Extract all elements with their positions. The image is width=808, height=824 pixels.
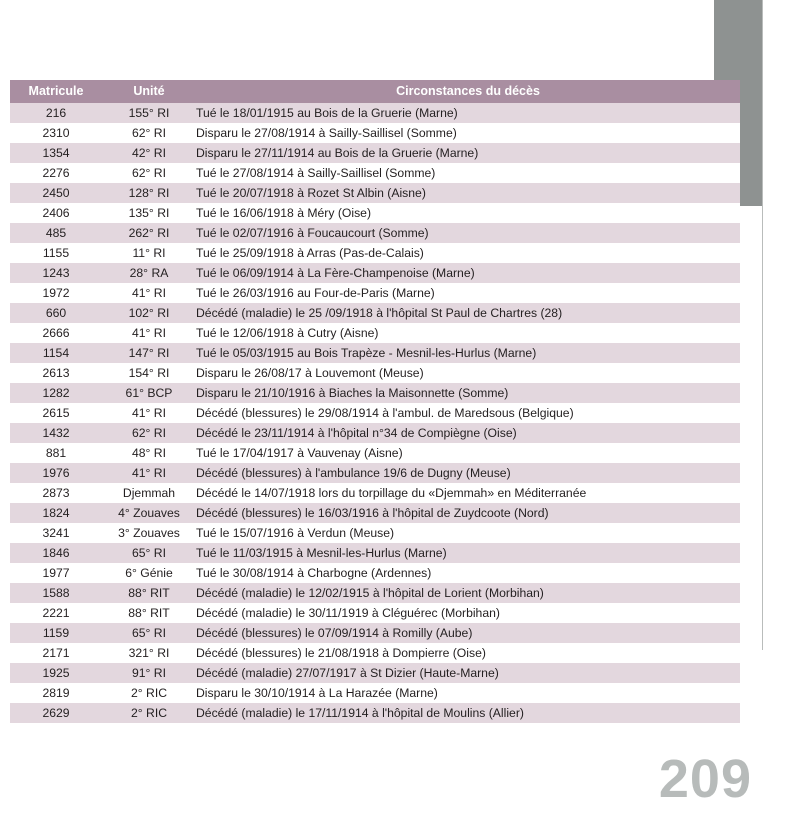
cell-unite: 262° RI <box>102 223 196 243</box>
cell-matricule: 2310 <box>10 123 102 143</box>
cell-circonstances: Disparu le 26/08/17 à Louvemont (Meuse) <box>196 363 740 383</box>
cell-unite: 42° RI <box>102 143 196 163</box>
table-row <box>10 463 740 483</box>
cell-unite: 41° RI <box>102 403 196 423</box>
table-row <box>10 123 740 143</box>
cell-matricule: 485 <box>10 223 102 243</box>
table-row <box>10 563 740 583</box>
table-row <box>10 203 740 223</box>
cell-circonstances: Décédé (blessures) le 07/09/1914 à Romilly (Aube) <box>196 623 740 643</box>
table-row <box>10 323 740 343</box>
cell-unite: 4° Zouaves <box>102 503 196 523</box>
table-row <box>10 703 740 723</box>
cell-circonstances: Tué le 26/03/1916 au Four-de-Paris (Marne) <box>196 283 740 303</box>
cell-unite: 154° RI <box>102 363 196 383</box>
cell-unite: 41° RI <box>102 323 196 343</box>
cell-matricule: 1159 <box>10 623 102 643</box>
cell-unite: 65° RI <box>102 543 196 563</box>
table-row <box>10 263 740 283</box>
cell-circonstances: Décédé (blessures) à l'ambulance 19/6 de Dugny (Meuse) <box>196 463 740 483</box>
cell-matricule: 1243 <box>10 263 102 283</box>
cell-matricule: 1432 <box>10 423 102 443</box>
cell-matricule: 2615 <box>10 403 102 423</box>
cell-circonstances: Décédé (maladie) le 17/11/1914 à l'hôpital de Moulins (Allier) <box>196 703 740 723</box>
cell-unite: 41° RI <box>102 283 196 303</box>
cell-unite: 321° RI <box>102 643 196 663</box>
cell-matricule: 1972 <box>10 283 102 303</box>
table-row <box>10 243 740 263</box>
cell-circonstances: Disparu le 27/11/1914 au Bois de la Gruerie (Marne) <box>196 143 740 163</box>
cell-circonstances: Tué le 11/03/1915 à Mesnil-les-Hurlus (Marne) <box>196 543 740 563</box>
cell-unite: 28° RA <box>102 263 196 283</box>
cell-circonstances: Disparu le 27/08/1914 à Sailly-Saillisel (Somme) <box>196 123 740 143</box>
table-row <box>10 663 740 683</box>
cell-circonstances: Tué le 20/07/1918 à Rozet St Albin (Aisne) <box>196 183 740 203</box>
cell-circonstances: Disparu le 21/10/1916 à Biaches la Maisonnette (Somme) <box>196 383 740 403</box>
cell-unite: 88° RIT <box>102 583 196 603</box>
table-row <box>10 683 740 703</box>
table-row <box>10 143 740 163</box>
cell-unite: 128° RI <box>102 183 196 203</box>
cell-circonstances: Décédé (blessures) le 29/08/1914 à l'ambul. de Maredsous (Belgique) <box>196 403 740 423</box>
cell-unite: 3° Zouaves <box>102 523 196 543</box>
table-row <box>10 363 740 383</box>
table-row <box>10 283 740 303</box>
cell-matricule: 1925 <box>10 663 102 683</box>
table-row <box>10 403 740 423</box>
cell-circonstances: Tué le 30/08/1914 à Charbogne (Ardennes) <box>196 563 740 583</box>
cell-matricule: 2613 <box>10 363 102 383</box>
cell-matricule: 216 <box>10 103 102 123</box>
cell-unite: 41° RI <box>102 463 196 483</box>
table-row <box>10 343 740 363</box>
cell-matricule: 2819 <box>10 683 102 703</box>
table-body <box>10 103 740 723</box>
table-row <box>10 543 740 563</box>
column-header-matricule: Matricule <box>10 80 102 103</box>
table-row <box>10 303 740 323</box>
cell-circonstances: Tué le 12/06/1918 à Cutry (Aisne) <box>196 323 740 343</box>
cell-matricule: 1155 <box>10 243 102 263</box>
cell-circonstances: Tué le 27/08/1914 à Sailly-Saillisel (Somme) <box>196 163 740 183</box>
table-row <box>10 423 740 443</box>
cell-unite: 6° Génie <box>102 563 196 583</box>
cell-matricule: 2629 <box>10 703 102 723</box>
cell-matricule: 660 <box>10 303 102 323</box>
cell-matricule: 2406 <box>10 203 102 223</box>
table-row <box>10 103 740 123</box>
cell-matricule: 2171 <box>10 643 102 663</box>
cell-unite: 61° BCP <box>102 383 196 403</box>
cell-circonstances: Tué le 25/09/1918 à Arras (Pas-de-Calais) <box>196 243 740 263</box>
table-row <box>10 583 740 603</box>
table-row <box>10 443 740 463</box>
cell-matricule: 1976 <box>10 463 102 483</box>
cell-circonstances: Disparu le 30/10/1914 à La Harazée (Marne) <box>196 683 740 703</box>
cell-unite: 2° RIC <box>102 683 196 703</box>
cell-circonstances: Décédé (maladie) 27/07/1917 à St Dizier (Haute-Marne) <box>196 663 740 683</box>
table-row <box>10 503 740 523</box>
cell-unite: 102° RI <box>102 303 196 323</box>
cell-matricule: 2276 <box>10 163 102 183</box>
cell-unite: 48° RI <box>102 443 196 463</box>
table-row <box>10 183 740 203</box>
records-table-container <box>10 80 740 723</box>
cell-unite: 62° RI <box>102 163 196 183</box>
table-row <box>10 163 740 183</box>
cell-circonstances: Tué le 17/04/1917 à Vauvenay (Aisne) <box>196 443 740 463</box>
cell-matricule: 2221 <box>10 603 102 623</box>
cell-matricule: 3241 <box>10 523 102 543</box>
table-row <box>10 223 740 243</box>
cell-matricule: 2666 <box>10 323 102 343</box>
cell-circonstances: Tué le 18/01/1915 au Bois de la Gruerie (Marne) <box>196 103 740 123</box>
page-number: 209 <box>658 749 752 809</box>
cell-matricule: 1846 <box>10 543 102 563</box>
cell-circonstances: Tué le 02/07/1916 à Foucaucourt (Somme) <box>196 223 740 243</box>
records-table <box>10 80 740 723</box>
cell-circonstances: Tué le 05/03/1915 au Bois Trapèze - Mesnil-les-Hurlus (Marne) <box>196 343 740 363</box>
cell-unite: Djemmah <box>102 483 196 503</box>
cell-matricule: 1282 <box>10 383 102 403</box>
cell-matricule: 1354 <box>10 143 102 163</box>
cell-circonstances: Tué le 15/07/1916 à Verdun (Meuse) <box>196 523 740 543</box>
column-header-circonstances: Circonstances du décès <box>196 80 740 103</box>
cell-circonstances: Décédé (maladie) le 30/11/1919 à Cléguérec (Morbihan) <box>196 603 740 623</box>
cell-matricule: 1824 <box>10 503 102 523</box>
cell-matricule: 2873 <box>10 483 102 503</box>
table-row <box>10 383 740 403</box>
decorative-vertical-rule <box>762 0 763 650</box>
cell-matricule: 881 <box>10 443 102 463</box>
cell-circonstances: Tué le 16/06/1918 à Méry (Oise) <box>196 203 740 223</box>
cell-unite: 147° RI <box>102 343 196 363</box>
table-row <box>10 643 740 663</box>
cell-unite: 88° RIT <box>102 603 196 623</box>
cell-unite: 11° RI <box>102 243 196 263</box>
column-header-unite: Unité <box>102 80 196 103</box>
table-header-row <box>10 80 740 103</box>
cell-unite: 62° RI <box>102 423 196 443</box>
cell-matricule: 2450 <box>10 183 102 203</box>
cell-circonstances: Tué le 06/09/1914 à La Fère-Champenoise (Marne) <box>196 263 740 283</box>
cell-circonstances: Décédé (blessures) le 21/08/1918 à Dompierre (Oise) <box>196 643 740 663</box>
cell-matricule: 1588 <box>10 583 102 603</box>
cell-unite: 2° RIC <box>102 703 196 723</box>
cell-circonstances: Décédé (blessures) le 16/03/1916 à l'hôpital de Zuydcoote (Nord) <box>196 503 740 523</box>
cell-circonstances: Décédé (maladie) le 25 /09/1918 à l'hôpital St Paul de Chartres (28) <box>196 303 740 323</box>
cell-unite: 65° RI <box>102 623 196 643</box>
table-header <box>10 80 740 103</box>
cell-circonstances: Décédé le 23/11/1914 à l'hôpital n°34 de Compiègne (Oise) <box>196 423 740 443</box>
cell-circonstances: Décédé (maladie) le 12/02/1915 à l'hôpital de Lorient (Morbihan) <box>196 583 740 603</box>
cell-unite: 62° RI <box>102 123 196 143</box>
cell-unite: 155° RI <box>102 103 196 123</box>
cell-matricule: 1154 <box>10 343 102 363</box>
table-row <box>10 523 740 543</box>
cell-matricule: 1977 <box>10 563 102 583</box>
cell-unite: 91° RI <box>102 663 196 683</box>
cell-unite: 135° RI <box>102 203 196 223</box>
table-row <box>10 623 740 643</box>
table-row <box>10 483 740 503</box>
table-row <box>10 603 740 623</box>
cell-circonstances: Décédé le 14/07/1918 lors du torpillage du «Djemmah» en Méditerranée <box>196 483 740 503</box>
